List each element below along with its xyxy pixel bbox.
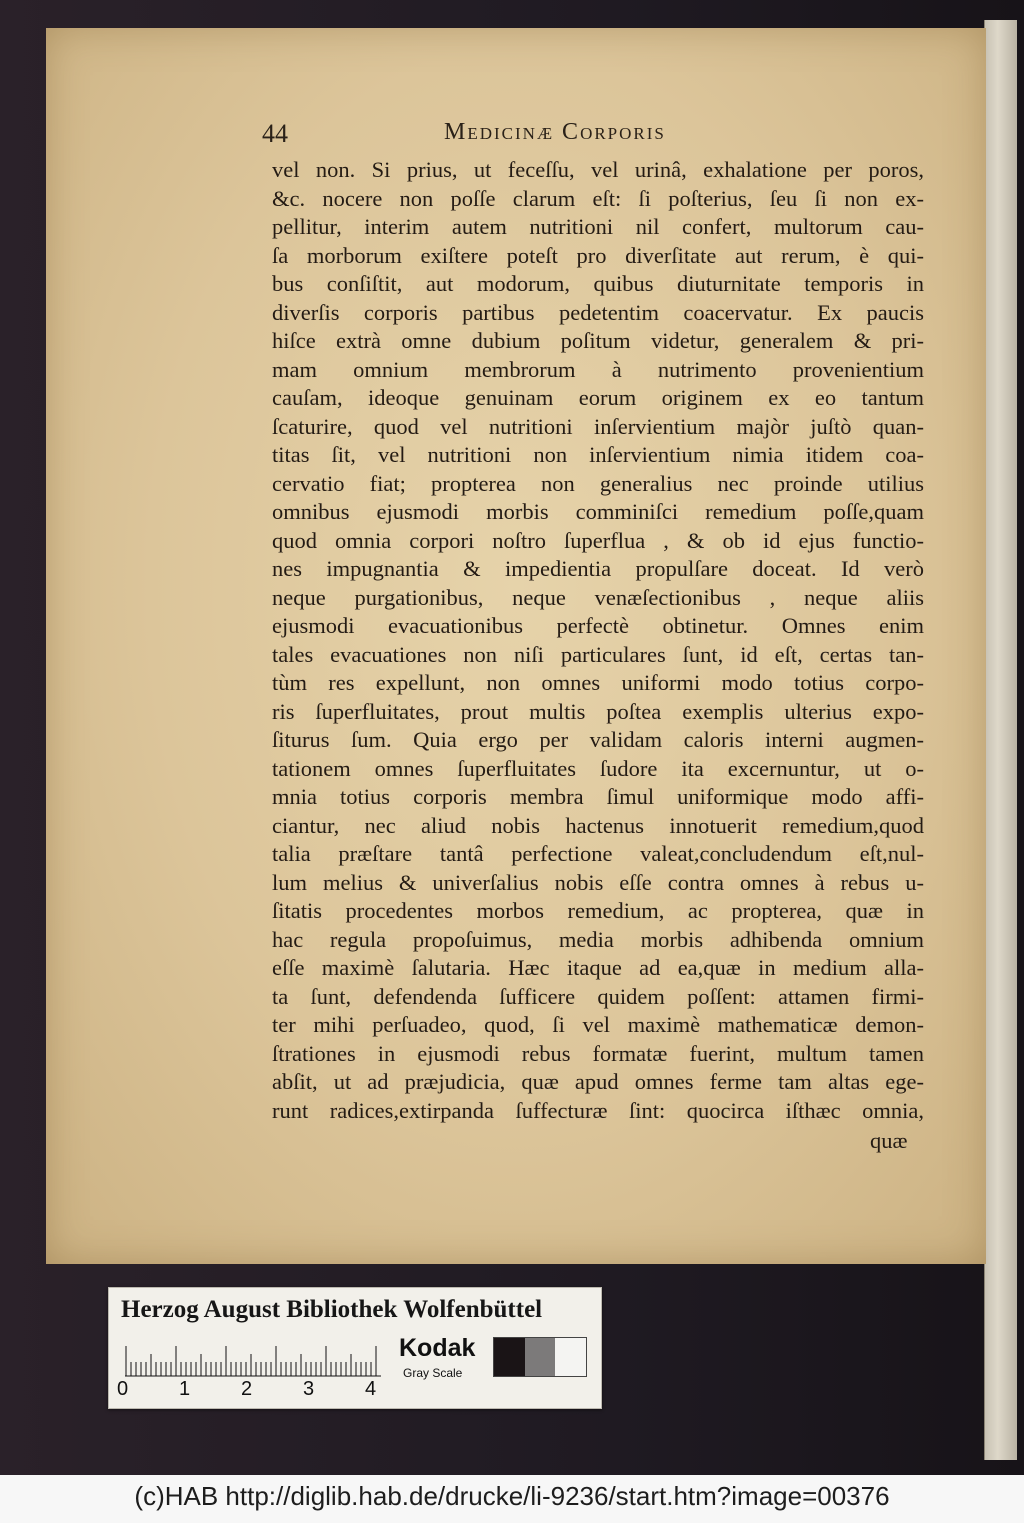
- text-line: mnia totius corporis membra ſimul uniformique modo affi-: [272, 784, 924, 809]
- text-line: ris ſuperfluitates, prout multis poſtea exemplis ulterius expo-: [272, 698, 924, 724]
- ruler-digits: [117, 1378, 387, 1402]
- text-line: ta ſunt, defendenda ſufficere quidem poſſent: attamen firmi-: [272, 983, 924, 1009]
- text-line: nes impugnantia & impedientia propulſare doceat. Id verò: [272, 556, 924, 581]
- gray-patch: [555, 1338, 586, 1376]
- text-line: lum melius & univerſalius nobis eſſe contra omnes à rebus u-: [272, 869, 924, 895]
- text-line: ſcaturire, quod vel nutritioni inſervientium majòr juſtò quan-: [272, 413, 924, 439]
- text-line: quod omnia corpori noſtro ſuperflua , & ob id ejus functio-: [272, 527, 924, 553]
- gray-scale-label: Gray Scale: [403, 1366, 463, 1380]
- gray-patch: [494, 1338, 525, 1376]
- text-line: vel non. Si prius, ut feceſſu, vel urinâ, exhalatione per poros,: [272, 157, 924, 182]
- text-line: hiſce extrà omne dubium poſitum videtur, generalem & pri-: [272, 328, 924, 353]
- text-line: pellitur, interim autem nutritioni nil confert, multorum cau-: [272, 214, 924, 239]
- text-line: tationem omnes ſuperfluitates ſudore ita excernuntur, ut o-: [272, 755, 924, 781]
- text-line: ejusmodi evacuationibus perfectè obtinetur. Omnes enim: [272, 613, 924, 638]
- text-line: abſit, ut ad præjudicia, quæ apud omnes ferme tam altas ege-: [272, 1069, 924, 1094]
- library-name: Herzog August Bibliothek Wolfenbüttel: [121, 1296, 543, 1323]
- text-line: diverſis corporis partibus pedetentim coacervatur. Ex paucis: [272, 299, 924, 325]
- gray-scale-patches: [493, 1337, 587, 1377]
- body-text: [272, 156, 924, 1125]
- text-line: talia præſtare tantâ perfectione valeat,concludendum eſt,nul-: [272, 841, 924, 866]
- text-line: hac regula propoſuimus, media morbis adhibenda omnium: [272, 926, 924, 952]
- text-line: ſitatis procedentes morbos remedium, ac propterea, quæ in: [272, 898, 924, 923]
- next-page-edge: [984, 20, 1017, 1460]
- ruler-scale: [125, 1338, 383, 1378]
- text-line: neque purgationibus, neque venæſectionibus , neque aliis: [272, 584, 924, 610]
- catchword: quæ: [870, 1128, 908, 1153]
- kodak-logo: Kodak: [399, 1334, 476, 1362]
- text-line: tales evacuationes non niſi particulares ſunt, id eſt, certas tan-: [272, 641, 924, 667]
- text-line: ſiturus ſum. Quia ergo per validam caloris interni augmen-: [272, 727, 924, 752]
- ruler-digit: 2: [241, 1378, 253, 1400]
- text-line: ſtrationes in ejusmodi rebus formatæ fuerint, multum tamen: [272, 1040, 924, 1066]
- color-scale-card: [108, 1287, 602, 1409]
- page-number: 44: [262, 119, 288, 148]
- ruler-digit: 1: [179, 1378, 191, 1400]
- text-line: omnibus ejusmodi morbis comminiſci remedium poſſe,quam: [272, 499, 924, 524]
- copyright-credit: (c)HAB http://diglib.hab.de/drucke/li-9236/start.htm?image=00376: [134, 1481, 890, 1511]
- text-line: tùm res expellunt, non omnes uniformi modo totius corpo-: [272, 670, 924, 695]
- text-line: runt radices,extirpanda ſuffecturæ ſint: quocirca iſthæc omnia,: [272, 1097, 924, 1123]
- text-line: eſſe maximè ſalutaria. Hæc itaque ad ea,quæ in medium alla-: [272, 955, 924, 980]
- text-line: ciantur, nec aliud nobis hactenus innotuerit remedium,quod: [272, 812, 924, 838]
- ruler-digit: 3: [303, 1378, 315, 1400]
- ruler-digit: 4: [365, 1378, 377, 1400]
- ruler-digit: 0: [117, 1378, 129, 1400]
- text-line: mam omnium membrorum à nutrimento provenientium: [272, 356, 924, 382]
- page-header: [262, 117, 922, 151]
- gray-patch: [525, 1338, 556, 1376]
- text-line: titas ſit, vel nutritioni non inſervientium nimia itidem coa-: [272, 442, 924, 467]
- text-line: bus conſiſtit, aut modorum, quibus diuturnitate temporis in: [272, 271, 924, 296]
- text-line: &c. nocere non poſſe clarum eſt: ſi poſterius, ſeu ſi non ex-: [272, 185, 924, 211]
- running-title: Medicinæ Corporis: [444, 119, 666, 145]
- text-line: cervatio fiat; propterea non generalius nec proinde utilius: [272, 470, 924, 496]
- text-line: cauſam, ideoque genuinam eorum originem ex eo tantum: [272, 385, 924, 410]
- text-line: ter mihi perſuadeo, quod, ſi vel maximè mathematicæ demon-: [272, 1012, 924, 1037]
- text-line: ſa morborum exiſtere poteſt pro diverſitate aut rerum, è qui-: [272, 242, 924, 268]
